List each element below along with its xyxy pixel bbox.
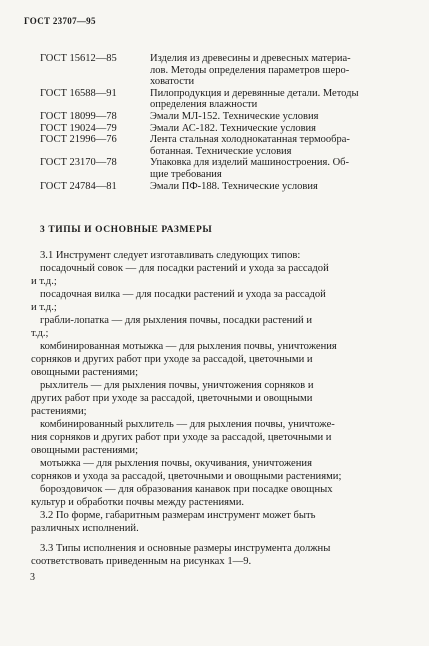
- paragraph: [31, 542, 400, 568]
- paragraph-line: соответствовать приведенным на рисунках 1—9.: [31, 556, 252, 567]
- reference-line: ховатости: [150, 76, 195, 88]
- reference-line: определения влажности: [150, 99, 258, 111]
- reference-description: [150, 123, 400, 135]
- paragraph: [31, 483, 400, 509]
- paragraph: [31, 457, 400, 483]
- reference-item: [40, 134, 400, 157]
- paragraph-line: сорняков и ухода за рассадой, цветочными и овощными растениями;: [31, 471, 342, 482]
- paragraph-line: грабли-лопатка — для рыхления почвы, посадки растений и: [40, 315, 313, 326]
- reference-item: [40, 88, 400, 111]
- reference-code: ГОСТ 15612—85: [40, 53, 117, 64]
- reference-code: ГОСТ 23170—78: [40, 157, 117, 169]
- reference-code: ГОСТ 18099—78: [40, 110, 117, 122]
- paragraph-line: посадочный совок — для посадки растений и ухода за рассадой: [40, 263, 329, 274]
- paragraph-line: растениями;: [31, 406, 87, 417]
- reference-line: Пилопродукция и деревянные детали. Методы: [150, 87, 359, 99]
- reference-item: [40, 123, 400, 135]
- paragraph-line: 3.2 По форме, габаритным размерам инструмент может быть: [40, 510, 316, 521]
- paragraph: [31, 379, 400, 418]
- document-header: ГОСТ 23707—95: [24, 16, 96, 26]
- paragraph: [31, 314, 400, 340]
- reference-line: Упаковка для изделий машиностроения. Об-: [150, 157, 349, 169]
- paragraph-line: мотыжка — для рыхления почвы, окучивания, уничтожения: [40, 458, 312, 469]
- paragraph: [31, 340, 400, 379]
- reference-line: лов. Методы определения параметров шеро-: [150, 64, 350, 76]
- reference-code: ГОСТ 21996—76: [40, 134, 117, 146]
- paragraph-line: комбинированный рыхлитель — для рыхления почвы, уничтоже-: [40, 419, 335, 430]
- reference-line: Эмали МЛ-152. Технические условия: [150, 110, 319, 122]
- reference-item: [40, 111, 400, 123]
- section-title: 3 ТИПЫ И ОСНОВНЫЕ РАЗМЕРЫ: [40, 225, 213, 235]
- reference-code: ГОСТ 16588—91: [40, 87, 117, 99]
- paragraph-line: 3.1 Инструмент следует изготавливать следующих типов:: [40, 250, 301, 261]
- paragraph: [31, 288, 400, 314]
- reference-item: [40, 181, 400, 193]
- reference-description: [150, 181, 400, 193]
- reference-line: Эмали ПФ-188. Технические условия: [150, 180, 318, 192]
- reference-description: [150, 53, 400, 88]
- paragraph: [31, 509, 400, 535]
- reference-code: ГОСТ 19024—79: [40, 122, 117, 134]
- reference-description: [150, 134, 400, 157]
- reference-item: [40, 157, 400, 180]
- reference-description: [150, 157, 400, 180]
- paragraph-line: овощными растениями;: [31, 445, 139, 456]
- paragraph-line: бороздовичок — для образования канавок при посадке овощных: [40, 484, 333, 495]
- paragraph-line: 3.3 Типы исполнения и основные размеры инструмента должны: [40, 543, 331, 554]
- paragraph-line: т.д.;: [31, 328, 49, 339]
- paragraph-line: рыхлитель — для рыхления почвы, уничтожения сорняков и: [40, 380, 314, 391]
- paragraph-line: различных исполнений.: [31, 523, 139, 534]
- paragraph-line: ния сорняков и других работ при уходе за рассадой, цветочными и: [31, 432, 332, 443]
- reference-line: щие требования: [150, 168, 222, 180]
- paragraph: [31, 262, 400, 288]
- paragraph-line: овощными растениями;: [31, 367, 139, 378]
- reference-description: [150, 111, 400, 123]
- reference-item: [40, 53, 400, 88]
- paragraph-line: сорняков и других работ при уходе за рассадой, цветочными и: [31, 354, 313, 365]
- page-number: 3: [30, 572, 35, 583]
- paragraph-line: и т.д.;: [31, 276, 57, 287]
- reference-code: ГОСТ 24784—81: [40, 180, 117, 192]
- paragraph: [31, 418, 400, 457]
- section-body: [31, 249, 400, 568]
- reference-line: ботанная. Технические условия: [150, 145, 292, 157]
- paragraph-line: посадочная вилка — для посадки растений и ухода за рассадой: [40, 289, 326, 300]
- paragraph-line: комбинированная мотыжка — для рыхления почвы, уничтожения: [40, 341, 337, 352]
- paragraph-spacer: [31, 535, 400, 542]
- reference-line: Изделия из древесины и древесных материа-: [150, 53, 351, 64]
- paragraph-line: других работ при уходе за рассадой, цветочными и овощными: [31, 393, 313, 404]
- normative-references-list: [40, 53, 400, 192]
- reference-line: Лента стальная холоднокатанная термообра-: [150, 134, 350, 146]
- reference-description: [150, 88, 400, 111]
- reference-line: Эмали АС-182. Технические условия: [150, 122, 317, 134]
- paragraph-line: и т.д.;: [31, 302, 57, 313]
- paragraph: [31, 249, 400, 262]
- paragraph-line: культур и обработки почвы между растениями.: [31, 497, 245, 508]
